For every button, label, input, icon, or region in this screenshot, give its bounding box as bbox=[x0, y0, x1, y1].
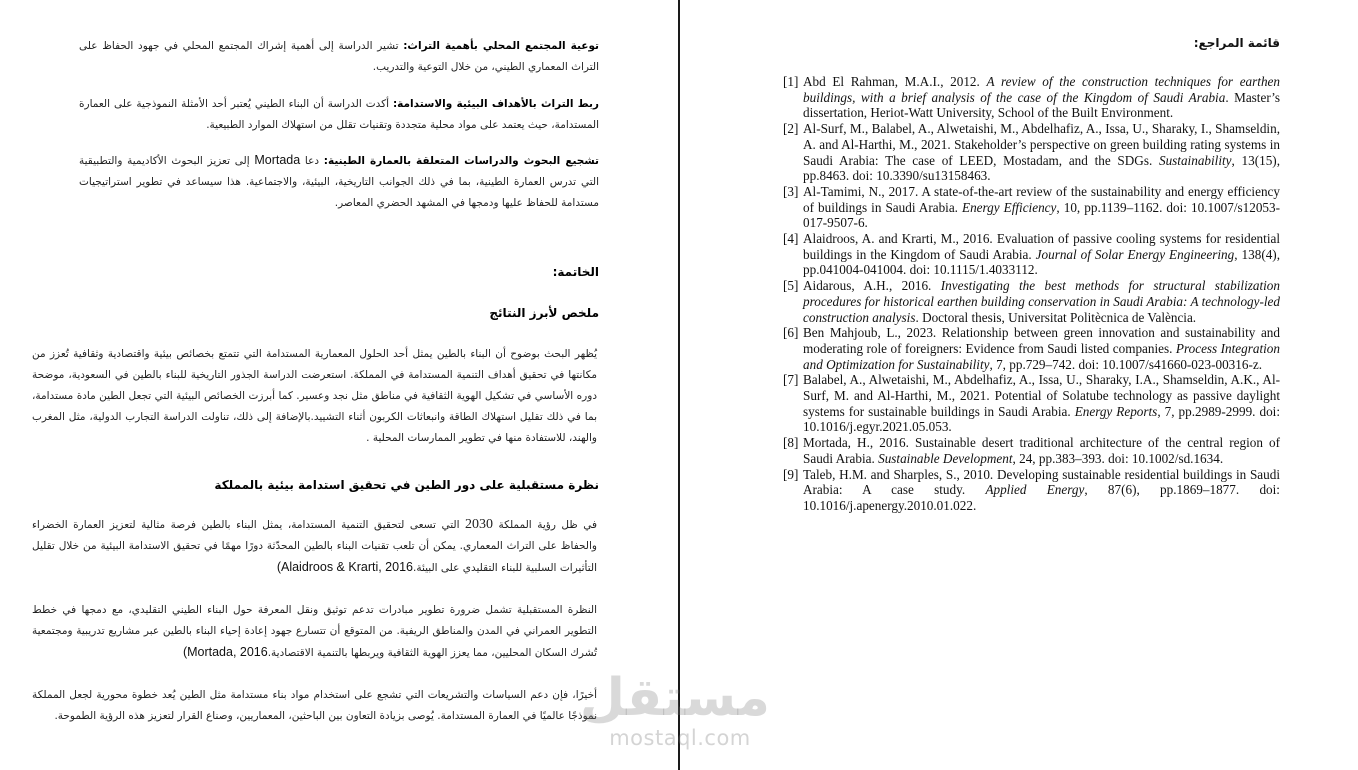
reference-text: . Master’s dissertation, Heriot-Watt University, School of the Built Environment. bbox=[803, 89, 1280, 121]
reference-item bbox=[783, 121, 1280, 184]
reference-number: [8] bbox=[783, 435, 799, 451]
future-paragraph-2 bbox=[32, 600, 597, 664]
reference-text: Taleb, H.M. and Sharples, S., 2010. Developing sustainable residential buildings in Saudi Arabia: A case study. bbox=[803, 466, 1280, 498]
reference-text: Balabel, A., Alwetaishi, M., Abdelhafiz, A., Issa, U., Sharaky, I.A., Shamseldin, A.K., Al-Surf, M. and Al-Harthi, M., 2021. Potential of Solatube technology as passive daylight systems for sustainable buildings in Saudi Arabia. bbox=[803, 372, 1280, 419]
reference-number: [3] bbox=[783, 183, 799, 199]
reference-title: Sustainable Development bbox=[878, 450, 1013, 466]
conclusion-heading: الخاتمة: bbox=[552, 265, 599, 279]
paragraph-text: النظرة المستقبلية تشمل ضرورة تطوير مبادرات تدعم توثيق ونقل المعرفة حول البناء الطيني التقليدي، مع دمجها في خطط التطوير العمراني في المدن والمناطق الريفية. من المتوقع أن تتسارع جهود إعادة إحياء البناء بالطين عبر مشاريع تدريبية ومجتمعية تُشرك السكان المحليين، مما يعزز الهوية الثقافية ويربطها بالتنمية الاقتصادية. bbox=[32, 604, 597, 659]
references-title: قائمة المراجع: bbox=[1193, 36, 1280, 50]
reference-title: Energy Reports bbox=[1074, 403, 1158, 419]
reference-text: , 7, pp.2989-2999. doi: 10.1016/j.egyr.2021.05.053. bbox=[803, 403, 1280, 435]
paragraph-lead: تشجيع البحوث والدراسات المتعلقة بالعمارة الطينية: bbox=[323, 155, 599, 167]
watermark-logo: مستقل bbox=[579, 668, 770, 728]
paragraph-lead: ربط التراث بالأهداف البيئية والاستدامة: bbox=[392, 98, 599, 110]
paragraph-text: تشير الدراسة إلى أهمية إشراك المجتمع المحلي في جهود الحفاظ على التراث المعماري الطيني، من خلال التوعية والتدريب. bbox=[79, 40, 599, 73]
paragraph-lead: توعية المجتمع المحلي بأهمية التراث: bbox=[403, 40, 599, 52]
reference-text: . Doctoral thesis, Universitat Politècnica de València. bbox=[915, 309, 1197, 325]
right-page bbox=[681, 0, 1358, 770]
reference-title: A review of the construction techniques for earthen buildings, with a brief analysis of the case of the Kingdom of Saudi Arabia bbox=[803, 74, 1280, 105]
page-divider bbox=[678, 0, 680, 770]
reference-text: , 87(6), pp.1869–1877. doi: 10.1016/j.apenergy.2010.01.022. bbox=[803, 482, 1280, 513]
reference-text: Al-Surf, M., Balabel, A., Alwetaishi, M., Abdelhafiz, A., Issa, U., Sharaky, I., Shamseldin, A. and Al-Harthi, M., 2021. Stakeholder’s perspective on green building rating systems in Saudi Arabia: The case of LEED, Mostadam, and the SDGs. bbox=[803, 121, 1280, 168]
paragraph-text: إلى تعزيز البحوث الأكاديمية والتطبيقية التي تدرس العمارة الطينية، بما في ذلك الجوانب التاريخية، البيئية، والاجتماعية. هذا سيساعد في تطوير استراتيجيات مستدامة للحفاظ عليها ودمجها في المشهد الحضري المعاصر. bbox=[79, 155, 599, 209]
reference-number: [2] bbox=[783, 121, 799, 137]
reference-title: Applied Energy bbox=[985, 482, 1085, 498]
reference-number: [6] bbox=[783, 325, 799, 341]
reference-text: , 10, pp.1139–1162. doi: 10.1007/s12053-017-9507-6. bbox=[803, 199, 1281, 231]
reference-text: , 13(15), pp.8463. doi: 10.3390/su13158463. bbox=[803, 152, 1280, 184]
paragraph-text: التي تسعى لتحقيق التنمية المستدامة، يمثل البناء بالطين فرصة مثالية لتعزيز العمارة الخضراء والحفاظ على التراث المعماري. يمكن أن تلعب تقنيات البناء بالطين المحدّثة دورًا مهمًا في تحقيق الاستدامة البيئية من خلال تقليل التأثيرات السلبية للبناء التقليدي على البيئة. bbox=[32, 519, 597, 574]
reference-text: Alaidroos, A. and Krarti, M., 2016. Evaluation of passive cooling systems for residential buildings in the Kingdom of Saudi Arabia. bbox=[803, 231, 1280, 262]
reference-item bbox=[783, 372, 1280, 435]
references-list bbox=[783, 74, 1280, 514]
reference-title: Energy Efficiency bbox=[962, 199, 1057, 215]
reference-number: [7] bbox=[783, 372, 799, 388]
reference-title: Investigating the best methods for structural stabilization procedures for historical earthen building conservation in Saudi Arabia: A technology-led construction analysis bbox=[803, 278, 1280, 325]
author-name: Mortada bbox=[254, 153, 301, 167]
paragraph-research-encouragement bbox=[79, 150, 599, 214]
reference-title: Process Integration and Optimization for Sustainability bbox=[803, 340, 1280, 372]
reference-text: Mortada, H., 2016. Sustainable desert traditional architecture of the central region of Saudi Arabia. bbox=[803, 435, 1280, 466]
summary-heading: ملخص لأبرز النتائج bbox=[489, 306, 599, 320]
paragraph-text-before: دعا bbox=[300, 155, 324, 167]
reference-number: [4] bbox=[783, 231, 799, 247]
reference-number: [1] bbox=[783, 74, 799, 89]
paragraph-heritage-environment bbox=[79, 94, 599, 136]
vision-year: 2030 bbox=[465, 517, 494, 532]
citation: (Mortada, 2016 bbox=[182, 645, 268, 659]
reference-item bbox=[783, 435, 1280, 466]
reference-item bbox=[783, 74, 1280, 121]
watermark-domain: mostaql.com bbox=[609, 726, 751, 750]
reference-title: Journal of Solar Energy Engineering bbox=[1035, 246, 1235, 262]
citation: (Alaidroos & Krarti, 2016 bbox=[276, 560, 413, 574]
summary-paragraph: يُظهر البحث بوضوح أن البناء بالطين يمثل أحد الحلول المعمارية المستدامة التي تتمتع بخصائص بيئية واقتصادية وثقافية تُعزز من مكانتها في تحقيق أهداف التنمية المستدامة في المملكة. استعرضت الدراسة الجذور التاريخية للبناء بالطين في السعودية، موضحة دوره الأساسي في تشكيل الهوية الثقافية في مناطق مثل نجد وعسير. كما أبرزت الخصائص البيئية التي تجعل الطين مادة مستدامة، بما في ذلك تقليل استهلاك الطاقة وانبعاثات الكربون أثناء التشييد.بالإضافة إلى ذلك، تناولت الدراسة التجارب الدولية، مثل المغرب والهند، للاستفادة منها في تطوير الممارسات المحلية . bbox=[32, 348, 597, 444]
reference-text: , 138(4), pp.041004-041004. doi: 10.1115/1.4033112. bbox=[803, 246, 1280, 278]
reference-text: , 7, pp.729–742. doi: 10.1007/s41660-023-00316-z. bbox=[989, 356, 1262, 372]
reference-item bbox=[783, 231, 1280, 278]
reference-number: [9] bbox=[783, 466, 799, 482]
reference-text: , 24, pp.383–393. doi: 10.1002/sd.1634. bbox=[1012, 450, 1224, 466]
reference-item bbox=[783, 278, 1280, 325]
reference-item bbox=[783, 184, 1280, 231]
reference-number: [5] bbox=[783, 278, 799, 294]
paragraph-text: أكدت الدراسة أن البناء الطيني يُعتبر أحد الأمثلة النموذجية على العمارة المستدامة، حيث يعتمد على مواد محلية متجددة وتقنيات تقلل من استهلاك الموارد الطبيعية. bbox=[79, 98, 599, 131]
paragraph-text-before: في ظل رؤية المملكة bbox=[493, 519, 597, 531]
reference-item bbox=[783, 325, 1280, 372]
future-paragraph-3: أخيرًا، فإن دعم السياسات والتشريعات التي تشجع على استخدام مواد بناء مستدامة مثل الطين يُعد خطوة محورية لجعل المملكة نموذجًا عالميًا في العمارة المستدامة. يُوصى بزيادة التعاون بين الباحثين، المعماريين، وصناع القرار لتعزيز هذه الرؤية الطموحة. bbox=[32, 689, 597, 722]
reference-title: Sustainability bbox=[1158, 152, 1232, 168]
reference-text: Abd El Rahman, M.A.I., 2012. bbox=[803, 74, 987, 89]
reference-text: Ben Mahjoub, L., 2023. Relationship between green innovation and sustainability and moderating role of foreigners: Evidence from Saudi listed companies. bbox=[803, 325, 1280, 356]
reference-text: Aidarous, A.H., 2016. bbox=[803, 278, 941, 294]
reference-item bbox=[783, 467, 1280, 514]
future-outlook-heading: نظرة مستقبلية على دور الطين في تحقيق استدامة بيئية بالمملكة bbox=[214, 478, 599, 492]
paragraph-community-awareness bbox=[79, 36, 599, 78]
future-paragraph-1 bbox=[32, 514, 597, 579]
reference-text: Al-Tamimi, N., 2017. A state-of-the-art review of the sustainability and energy efficiency of buildings in Saudi Arabia. bbox=[803, 183, 1280, 215]
